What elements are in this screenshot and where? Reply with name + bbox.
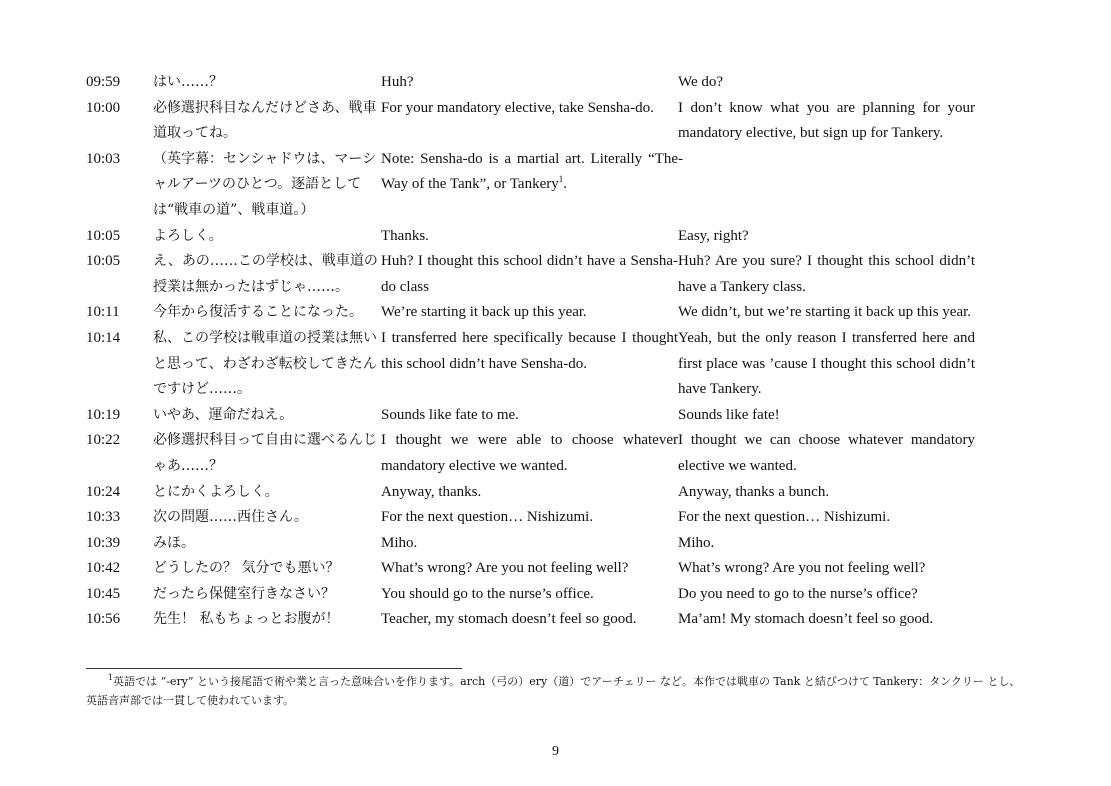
table-row	[86, 300, 1028, 326]
japanese-line: 必修選択科目って自由に選べるんじゃあ……？	[153, 432, 377, 474]
japanese-line: はい……？	[153, 74, 223, 90]
english-translation-2: Ma’am! My stomach doesn’t feel so good.	[678, 611, 934, 628]
timestamp: 10:05	[86, 227, 121, 244]
timestamp: 10:19	[86, 406, 121, 423]
english-translation-2: What’s wrong? Are you not feeling well?	[678, 560, 926, 577]
english-translation-2: Anyway, thanks a bunch.	[678, 483, 830, 500]
english-translation-2: Easy, right?	[678, 227, 749, 244]
english-translation-1: For the next question… Nishizumi.	[381, 509, 594, 526]
english-translation-2: Sounds like fate!	[678, 406, 780, 423]
japanese-line: とにかくよろしく。	[153, 483, 279, 500]
table-row	[86, 505, 1028, 531]
english-translation-1: Teacher, my stomach doesn’t feel so good.	[381, 611, 637, 628]
english-translation-1: I thought we were able to choose whatever mandatory elective we wanted.	[381, 432, 678, 474]
english-translation-1	[381, 147, 678, 198]
footnote	[86, 672, 1028, 710]
table-row	[86, 556, 1028, 582]
footnote-divider	[86, 668, 462, 669]
timestamp: 10:22	[86, 432, 121, 449]
timestamp: 10:24	[86, 483, 121, 500]
footnote-text: 英語では “-ery” という接尾語で術や業と言った意味合いを作ります。arch（弓の）ery（道）でアーチェリー など。本作では戦車の Tank と結びつけて Tankery：タンクリー とし、英語音声部では一貫して使われています。	[86, 675, 1021, 707]
timestamp: 10:39	[86, 534, 121, 551]
japanese-line: 先生！ 私もちょっとお腹が！	[153, 611, 340, 628]
english-translation-2: Yeah, but the only reason I transferred here and first place was ’cause I thought this school didn’t have Tankery.	[678, 329, 975, 398]
table-row	[86, 96, 1028, 147]
japanese-line: 必修選択科目なんだけどさあ、戦車道取ってね。	[153, 99, 377, 142]
english-translation-2: I don’t know what you are planning for your mandatory elective, but sign up for Tankery.	[678, 99, 975, 142]
english-translation-1: Anyway, thanks.	[381, 483, 482, 500]
timestamp: 09:59	[86, 74, 121, 90]
table-row	[86, 224, 1028, 250]
english-translation-2: -	[678, 150, 683, 167]
english-translation-2: Huh? Are you sure? I thought this school didn’t have a Tankery class.	[678, 253, 975, 295]
english-translation-1: What’s wrong? Are you not feeling well?	[381, 560, 629, 577]
english-translation-1: Huh? I thought this school didn’t have a Sensha-do class	[381, 253, 678, 295]
english-translation-2: We didn’t, but we’re starting it back up this year.	[678, 304, 972, 321]
timestamp: 10:33	[86, 509, 121, 526]
timestamp: 10:45	[86, 585, 121, 602]
timestamp: 10:14	[86, 329, 121, 346]
table-row	[86, 147, 1028, 224]
english-translation-1: We’re starting it back up this year.	[381, 304, 587, 321]
footnote-reference[interactable]: 1	[558, 174, 564, 185]
timestamp: 10:56	[86, 611, 121, 628]
english-translation-2: We do?	[678, 74, 724, 90]
japanese-line: （英字幕：センシャドウは、マーシャルアーツのひとつ。逐語としては“戦車の道”、戦車道。）	[153, 150, 377, 218]
english-translation-2: I thought we can choose whatever mandatory elective we wanted.	[678, 432, 975, 474]
table-row	[86, 480, 1028, 506]
timestamp: 10:11	[86, 304, 120, 321]
japanese-line: だったら保健室行きなさい？	[153, 585, 335, 602]
japanese-line: いやあ、運命だねえ。	[153, 406, 294, 423]
page-number: 9	[552, 744, 559, 759]
english-translation-2: Miho.	[678, 534, 715, 551]
english-translation-1: For your mandatory elective, take Sensha-do.	[381, 99, 654, 116]
table-row	[86, 70, 1028, 96]
table-row	[86, 249, 1028, 300]
table-row	[86, 326, 1028, 403]
english-translation-1-text: Note: Sensha-do is a martial art. Literally “The Way of the Tank”, or Tankery	[381, 150, 678, 193]
table-row	[86, 403, 1028, 429]
japanese-line: 私、この学校は戦車道の授業は無いと思って、わざわざ転校してきたんですけど……。	[153, 329, 377, 398]
japanese-line: よろしく。	[153, 227, 223, 244]
english-translation-1-end: .	[563, 176, 567, 193]
table-row	[86, 428, 1028, 479]
timestamp: 10:03	[86, 150, 121, 167]
table-row	[86, 582, 1028, 608]
english-translation-1: I transferred here specifically because I thought this school didn’t have Sensha-do.	[381, 329, 678, 372]
english-translation-1: You should go to the nurse’s office.	[381, 585, 594, 602]
japanese-line: みほ。	[153, 534, 195, 551]
japanese-line: 次の問題……西住さん。	[153, 509, 308, 526]
japanese-line: 今年から復活することになった。	[153, 304, 363, 321]
english-translation-1: Huh?	[381, 74, 414, 90]
timestamp: 10:05	[86, 253, 121, 270]
timestamp: 10:42	[86, 560, 121, 577]
subtitle-table	[86, 70, 1028, 633]
english-translation-1: Thanks.	[381, 227, 429, 244]
table-row	[86, 607, 1028, 633]
timestamp: 10:00	[86, 99, 121, 116]
japanese-line: どうしたの？ 気分でも悪い？	[153, 560, 340, 577]
footnote-marker: 1	[108, 673, 114, 682]
english-translation-2: Do you need to go to the nurse’s office?	[678, 585, 918, 602]
english-translation-1: Miho.	[381, 534, 418, 551]
english-translation-2: For the next question… Nishizumi.	[678, 509, 891, 526]
table-row	[86, 531, 1028, 557]
english-translation-1: Sounds like fate to me.	[381, 406, 519, 423]
japanese-line: え、あの……この学校は、戦車道の授業は無かったはずじゃ……。	[153, 253, 378, 295]
